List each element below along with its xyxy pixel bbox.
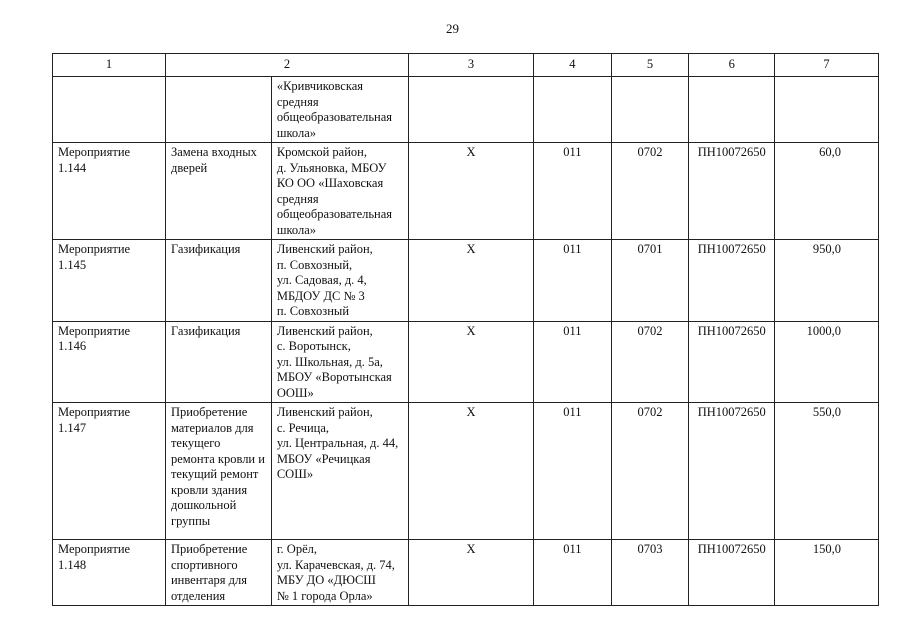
address-line: Кромской район, (276, 145, 367, 159)
code-cell-5: 0702 (611, 143, 689, 240)
page-number: 29 (446, 21, 459, 36)
code-cell-5: 0703 (611, 540, 689, 606)
address-line: СОШ» (276, 467, 314, 481)
table-row (53, 321, 879, 403)
address-line: с. Воротынск, (276, 339, 351, 353)
code-cell-4: 011 (534, 321, 612, 403)
address-cell (271, 240, 408, 322)
marker-cell (409, 77, 534, 143)
address-line: п. Совхозный (276, 304, 350, 318)
column-header-3: 3 (409, 54, 534, 77)
target-code-cell: ПН10072650 (689, 240, 775, 322)
address-line: МБУ ДО «ДЮСШ (276, 573, 376, 587)
description-cell (165, 77, 271, 143)
address-line: школа» (276, 222, 317, 237)
address-line: ул. Садовая, д. 4, (276, 273, 367, 287)
column-header-1: 1 (53, 54, 166, 77)
address-cell (271, 540, 408, 606)
code-cell-5 (611, 77, 689, 143)
target-code-cell: ПН10072650 (689, 403, 775, 540)
marker-cell: Х (409, 403, 534, 540)
column-header-5: 5 (611, 54, 689, 77)
address-line: № 1 города Орла» (276, 588, 373, 603)
address-line: Ливенский район, (276, 323, 373, 338)
address-line: ул. Школьная, д. 5а, (276, 354, 383, 369)
measure-cell (53, 77, 166, 143)
address-line: МБОУ «Речицкая (276, 451, 371, 466)
address-cell (271, 321, 408, 403)
target-code-cell: ПН10072650 (689, 143, 775, 240)
address-line: общеобразовательная (276, 207, 393, 221)
address-line: МБОУ «Воротынская (276, 370, 392, 384)
address-line: Ливенский район, (276, 242, 373, 256)
target-code-cell: ПН10072650 (689, 540, 775, 606)
address-line: ООШ» (276, 385, 314, 400)
marker-cell: Х (409, 540, 534, 606)
measure-cell: Мероприятие 1.145 (53, 240, 166, 322)
measure-cell: Мероприятие 1.147 (53, 403, 166, 540)
address-line: средняя (276, 94, 319, 109)
address-cell (271, 403, 408, 540)
code-cell-4 (534, 77, 612, 143)
target-code-cell (689, 77, 775, 143)
amount-cell (775, 77, 879, 143)
address-line: общеобразовательная (276, 110, 393, 124)
address-line: Ливенский район, (276, 405, 373, 419)
code-cell-4: 011 (534, 143, 612, 240)
address-line: д. Ульяновка, МБОУ (276, 160, 387, 175)
amount-cell: 1000,0 (775, 321, 879, 403)
description-cell: Приобретение материалов для текущего ремонта кровли и текущий ремонт кровли здания дошкольной группы (165, 403, 271, 540)
target-code-cell: ПН10072650 (689, 321, 775, 403)
amount-cell: 60,0 (775, 143, 879, 240)
header-row (53, 54, 879, 77)
address-line: ул. Карачевская, д. 74, (276, 557, 395, 572)
code-cell-4: 011 (534, 540, 612, 606)
address-line: КО ОО «Шаховская (276, 176, 384, 190)
table-row (53, 143, 879, 240)
description-cell: Приобретение спортивного инвентаря для отделения (165, 540, 271, 606)
code-cell-4: 011 (534, 240, 612, 322)
address-line: п. Совхозный, (276, 257, 353, 272)
description-cell: Газификация (165, 321, 271, 403)
measure-cell: Мероприятие 1.146 (53, 321, 166, 403)
marker-cell: Х (409, 143, 534, 240)
marker-cell: Х (409, 321, 534, 403)
measure-cell: Мероприятие 1.148 (53, 540, 166, 606)
column-header-2: 2 (165, 54, 408, 77)
address-cell (271, 77, 408, 143)
address-cell (271, 143, 408, 240)
column-header-4: 4 (534, 54, 612, 77)
table-row (53, 403, 879, 540)
code-cell-5: 0702 (611, 403, 689, 540)
code-cell-5: 0702 (611, 321, 689, 403)
address-line: г. Орёл, (276, 542, 317, 556)
address-line: «Кривчиковская (276, 79, 364, 93)
address-line: средняя (276, 191, 319, 206)
table-row (53, 77, 879, 143)
code-cell-4: 011 (534, 403, 612, 540)
amount-cell: 950,0 (775, 240, 879, 322)
amount-cell: 150,0 (775, 540, 879, 606)
column-header-6: 6 (689, 54, 775, 77)
address-line: школа» (276, 125, 317, 140)
code-cell-5: 0701 (611, 240, 689, 322)
measure-cell: Мероприятие 1.144 (53, 143, 166, 240)
marker-cell: Х (409, 240, 534, 322)
column-header-7: 7 (775, 54, 879, 77)
table-row (53, 240, 879, 322)
description-cell: Замена входных дверей (165, 143, 271, 240)
description-cell: Газификация (165, 240, 271, 322)
table-row (53, 540, 879, 606)
amount-cell: 550,0 (775, 403, 879, 540)
address-line: с. Речица, (276, 420, 330, 435)
address-line: МБДОУ ДС № 3 (276, 288, 365, 303)
budget-table (52, 53, 879, 606)
address-line: ул. Центральная, д. 44, (276, 436, 399, 450)
